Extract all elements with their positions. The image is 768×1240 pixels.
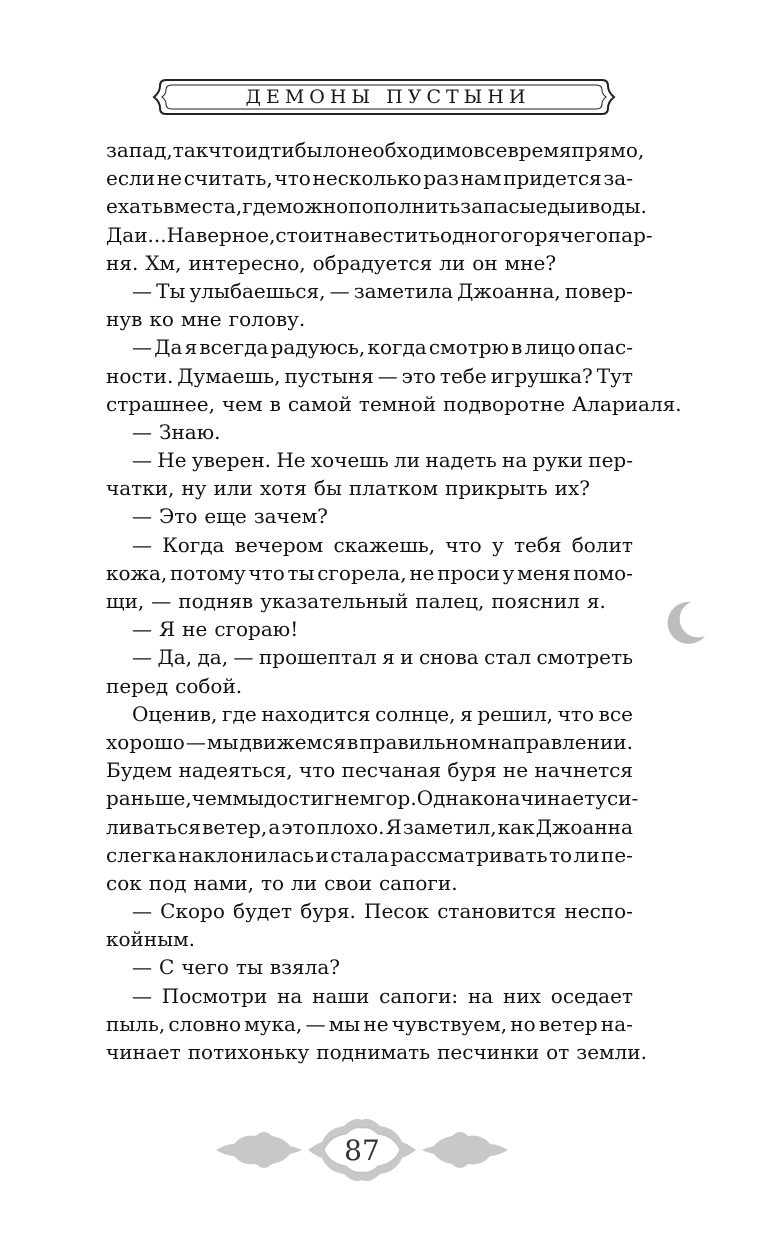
text-line	[106, 897, 633, 925]
text-line	[106, 446, 633, 474]
word: песчаная	[341, 758, 442, 783]
text-line	[106, 1010, 633, 1038]
word: их?	[554, 476, 590, 501]
word: Я	[159, 617, 176, 642]
word: улыбаешься,	[189, 278, 326, 303]
word: мне	[180, 307, 222, 332]
word: как	[497, 814, 535, 839]
word: бы	[313, 476, 342, 501]
word: я	[460, 701, 473, 726]
word: пояснил	[491, 589, 580, 613]
word: мука,	[244, 1011, 303, 1036]
word: раньше,	[106, 786, 192, 811]
word: ты	[287, 560, 315, 585]
word: сапоги:	[379, 983, 459, 1008]
text-line	[106, 1038, 647, 1066]
word: радуюсь,	[270, 335, 366, 360]
word: да,	[197, 645, 229, 670]
word: снова	[418, 645, 479, 670]
text-line	[106, 333, 633, 361]
word: уверен.	[191, 448, 272, 473]
text-line	[106, 418, 633, 446]
word: на	[277, 983, 303, 1008]
word: смотрю	[428, 335, 509, 360]
word: потихоньку	[187, 1040, 310, 1064]
word: я	[382, 645, 395, 670]
word: считать,	[183, 166, 273, 191]
word: ли	[394, 448, 421, 473]
word: под	[148, 870, 187, 895]
word: у	[502, 560, 515, 585]
word: ли	[573, 842, 600, 867]
word: нув	[106, 307, 143, 332]
word: одного	[440, 222, 513, 247]
word: пар-	[607, 222, 653, 247]
text-line	[106, 869, 633, 897]
text-line	[106, 221, 653, 249]
body-text	[106, 136, 682, 1066]
word: в	[347, 729, 359, 754]
word: когда	[367, 335, 427, 360]
word: руки	[532, 448, 583, 473]
word: гор.	[375, 786, 417, 811]
word: то	[548, 842, 573, 867]
word: что	[298, 758, 336, 783]
text-line	[106, 192, 647, 220]
word: не	[182, 617, 208, 642]
word: так	[172, 138, 209, 162]
word: болит	[571, 532, 633, 557]
word: интересно,	[188, 250, 306, 275]
word: темной	[358, 391, 437, 416]
text-line	[106, 700, 633, 728]
word: стал	[484, 645, 532, 670]
word: обрадуется	[312, 250, 433, 275]
word: тебе	[439, 363, 487, 388]
word: что	[274, 166, 311, 191]
word: ко	[149, 307, 174, 332]
word: необходимо	[347, 138, 474, 162]
word: Ты	[156, 278, 186, 303]
text-line	[106, 531, 633, 559]
word: что	[557, 701, 594, 726]
word: от	[546, 1040, 570, 1064]
word: зачем?	[253, 504, 328, 529]
word: что	[445, 532, 482, 557]
word: —	[132, 899, 152, 924]
word: придется	[503, 166, 602, 191]
word: проси	[437, 560, 500, 585]
word: игрушка?	[490, 363, 593, 388]
word: щи,	[106, 589, 145, 613]
word: скажешь,	[333, 532, 436, 557]
word: чем	[221, 391, 263, 416]
word: чем	[191, 786, 233, 811]
text-line	[106, 390, 682, 418]
word: все	[473, 138, 508, 162]
text-line	[106, 813, 633, 841]
word: заметил,	[402, 814, 497, 839]
word: Это	[159, 504, 198, 529]
word: навестить	[334, 222, 441, 247]
word: ехать	[106, 194, 163, 219]
text-line	[106, 502, 633, 530]
running-title: ДЕМОНЫ ПУСТЫНИ	[245, 86, 531, 108]
text-line	[106, 784, 639, 812]
word: это	[281, 814, 316, 839]
word: находится	[261, 701, 371, 726]
text-line	[106, 615, 633, 643]
word: и	[400, 645, 414, 670]
word: —	[132, 983, 152, 1008]
word: койным.	[106, 927, 196, 952]
word: пополнить	[348, 194, 461, 219]
word: если	[106, 166, 156, 191]
word: ности.	[106, 363, 174, 388]
word: пустыня	[284, 363, 374, 388]
word: Думаешь,	[177, 363, 281, 388]
word: земли.	[576, 1040, 647, 1064]
word: опас-	[577, 335, 633, 360]
word: все	[598, 701, 633, 726]
word: пер-	[588, 448, 633, 473]
word: мы	[328, 1011, 361, 1036]
word: наклонилась	[178, 842, 314, 867]
text-line	[106, 925, 633, 953]
word: —	[132, 617, 152, 642]
word: Я	[385, 814, 402, 839]
word: правильном	[359, 729, 487, 754]
word: ты	[235, 955, 263, 980]
word: хотя	[259, 476, 307, 501]
word: где	[222, 701, 257, 726]
word: них	[503, 983, 541, 1008]
word: что	[248, 560, 285, 585]
text-line	[106, 587, 633, 615]
word: ветер,	[202, 814, 268, 839]
running-header	[152, 74, 616, 120]
word: на-	[600, 1011, 633, 1036]
word: —	[305, 1011, 326, 1036]
word: я.	[586, 589, 606, 613]
text-line	[106, 559, 633, 587]
word: —	[132, 532, 152, 557]
word: у	[491, 532, 504, 557]
word: страшнее,	[106, 391, 215, 416]
word: ли	[439, 250, 466, 275]
text-line	[106, 643, 633, 671]
word: —	[151, 589, 172, 613]
word: или	[213, 476, 253, 501]
text-line	[106, 305, 633, 333]
word: это	[401, 363, 436, 388]
word: Знаю.	[159, 419, 221, 444]
word: Джоанна,	[457, 278, 561, 303]
word: уси-	[595, 786, 639, 811]
word: Когда	[162, 532, 225, 557]
word: нами,	[193, 870, 254, 895]
word: движемся	[239, 729, 346, 754]
text-line	[106, 249, 633, 277]
text-line	[106, 277, 633, 305]
word: помо-	[573, 560, 633, 585]
word: сгораю!	[214, 617, 299, 642]
word: поднимать	[316, 1040, 431, 1064]
word: самой	[287, 391, 352, 416]
word: то	[260, 870, 285, 895]
word: ливаться	[106, 814, 201, 839]
word: мы	[232, 786, 264, 811]
word: —	[329, 278, 350, 303]
word: потому	[169, 560, 246, 585]
crescent-moon-icon	[661, 598, 709, 646]
word: раз	[423, 166, 459, 191]
page-number: 87	[344, 1133, 380, 1167]
word: повер-	[564, 278, 633, 303]
word: Алариаля.	[572, 391, 682, 416]
word: будет	[233, 899, 293, 924]
word: места,	[174, 194, 243, 219]
word: в	[269, 391, 281, 416]
word: нам	[460, 166, 502, 191]
word: стоит	[275, 222, 335, 247]
word: и	[575, 194, 589, 219]
word: —	[132, 278, 152, 303]
word: было	[294, 138, 348, 162]
word: сапоги.	[378, 870, 458, 895]
word: чувствуем,	[391, 1011, 508, 1036]
word: словно	[168, 1011, 241, 1036]
word: чатки,	[106, 476, 175, 501]
word: надеть	[425, 448, 497, 473]
word: —	[132, 645, 152, 670]
word: еще	[204, 504, 247, 529]
word: Однако	[416, 786, 496, 811]
word: начинает	[495, 786, 596, 811]
word: еды	[535, 194, 576, 219]
word: за-	[603, 166, 633, 191]
word: сок	[106, 870, 142, 895]
page-footer	[212, 1114, 512, 1186]
word: Наверное,	[166, 222, 276, 247]
word: —	[132, 335, 152, 360]
word: Песок	[364, 899, 430, 924]
word: солнце,	[375, 701, 456, 726]
word: где	[242, 194, 277, 219]
word: Да	[154, 335, 183, 360]
word: —	[132, 448, 152, 473]
word: буря.	[300, 899, 356, 924]
word: буря	[447, 758, 497, 783]
word: неспо-	[564, 899, 633, 924]
word: не	[156, 166, 182, 191]
text-line	[106, 362, 633, 390]
word: надеяться,	[178, 758, 293, 783]
word: достигнем	[263, 786, 375, 811]
word: —	[377, 363, 398, 388]
word: кожа,	[106, 560, 168, 585]
text-line	[106, 756, 633, 784]
word: стала	[330, 842, 390, 867]
word: время	[507, 138, 572, 162]
word: рассматривать	[390, 842, 548, 867]
word: несколько	[312, 166, 422, 191]
word: идти	[244, 138, 295, 162]
word: Хм,	[145, 250, 182, 275]
word: собой.	[175, 673, 243, 698]
word: —	[132, 419, 152, 444]
word: Джоанна	[535, 814, 633, 839]
word: мне?	[504, 250, 557, 275]
word: —	[233, 645, 254, 670]
word: палец,	[415, 589, 485, 613]
word: горячего	[512, 222, 608, 247]
word: ли	[291, 870, 318, 895]
word: на	[502, 448, 528, 473]
word: и	[315, 842, 329, 867]
word: решил,	[477, 701, 553, 726]
word: но	[510, 1011, 536, 1036]
word: песчинки	[437, 1040, 540, 1064]
word: заметила	[353, 278, 453, 303]
word: перед	[106, 673, 169, 698]
text-line	[106, 982, 633, 1010]
word: чего	[181, 955, 229, 980]
text-line	[106, 136, 645, 164]
word: указательный	[260, 589, 409, 613]
word: воды.	[588, 194, 647, 219]
word: и...	[134, 222, 167, 247]
text-line	[106, 474, 633, 502]
word: подворотне	[443, 391, 566, 416]
word: Тут	[596, 363, 633, 388]
text-line	[106, 841, 633, 869]
word: взяла?	[269, 955, 341, 980]
word: свои	[324, 870, 372, 895]
word: платком	[348, 476, 438, 501]
word: запад,	[106, 138, 173, 162]
word: плохо.	[316, 814, 385, 839]
word: подняв	[178, 589, 254, 613]
word: меня	[517, 560, 571, 585]
word: Будем	[106, 758, 173, 783]
word: не	[409, 560, 435, 585]
word: смотреть	[536, 645, 633, 670]
word: пе-	[601, 842, 633, 867]
text-line	[106, 164, 633, 192]
word: в	[163, 194, 175, 219]
text-line	[106, 953, 633, 981]
word: тебя	[513, 532, 562, 557]
word: лицо	[524, 335, 576, 360]
word: начнется	[534, 758, 633, 783]
word: С	[159, 955, 175, 980]
word: всегда	[199, 335, 269, 360]
word: прикрыть	[445, 476, 548, 501]
word: а	[268, 814, 281, 839]
word: Скоро	[160, 899, 225, 924]
word: не	[502, 758, 529, 783]
word: сгорела,	[317, 560, 407, 585]
word: не	[363, 1011, 389, 1036]
word: —	[132, 504, 152, 529]
word: —	[132, 955, 152, 980]
word: Да,	[157, 645, 192, 670]
word: хочешь	[310, 448, 389, 473]
word: слегка	[106, 842, 177, 867]
word: оседает	[550, 983, 633, 1008]
word: мы	[206, 729, 239, 754]
word: прошептал	[258, 645, 377, 670]
word: ну	[181, 476, 207, 501]
word: становится	[437, 899, 557, 924]
text-line	[106, 728, 633, 756]
word: направлении.	[487, 729, 633, 754]
word: ветер	[538, 1011, 598, 1036]
word: наши	[312, 983, 370, 1008]
word: Не	[157, 448, 187, 473]
word: голову.	[228, 307, 306, 332]
word: ня.	[106, 250, 139, 275]
word: в	[511, 335, 523, 360]
word: чинает	[106, 1040, 181, 1064]
word: прямо,	[571, 138, 645, 162]
word: можно	[276, 194, 349, 219]
word: хорошо	[106, 729, 185, 754]
word: Не	[276, 448, 306, 473]
text-line	[106, 672, 633, 700]
word: Посмотри	[161, 983, 268, 1008]
word: пыль,	[106, 1011, 166, 1036]
word: на	[467, 983, 494, 1008]
word: запасы	[460, 194, 536, 219]
word: я	[184, 335, 198, 360]
word: что	[208, 138, 245, 162]
word: вечером	[234, 532, 324, 557]
word: Оценив,	[132, 701, 218, 726]
word: он	[472, 250, 498, 275]
word: —	[185, 729, 206, 754]
word: Да	[106, 222, 135, 247]
